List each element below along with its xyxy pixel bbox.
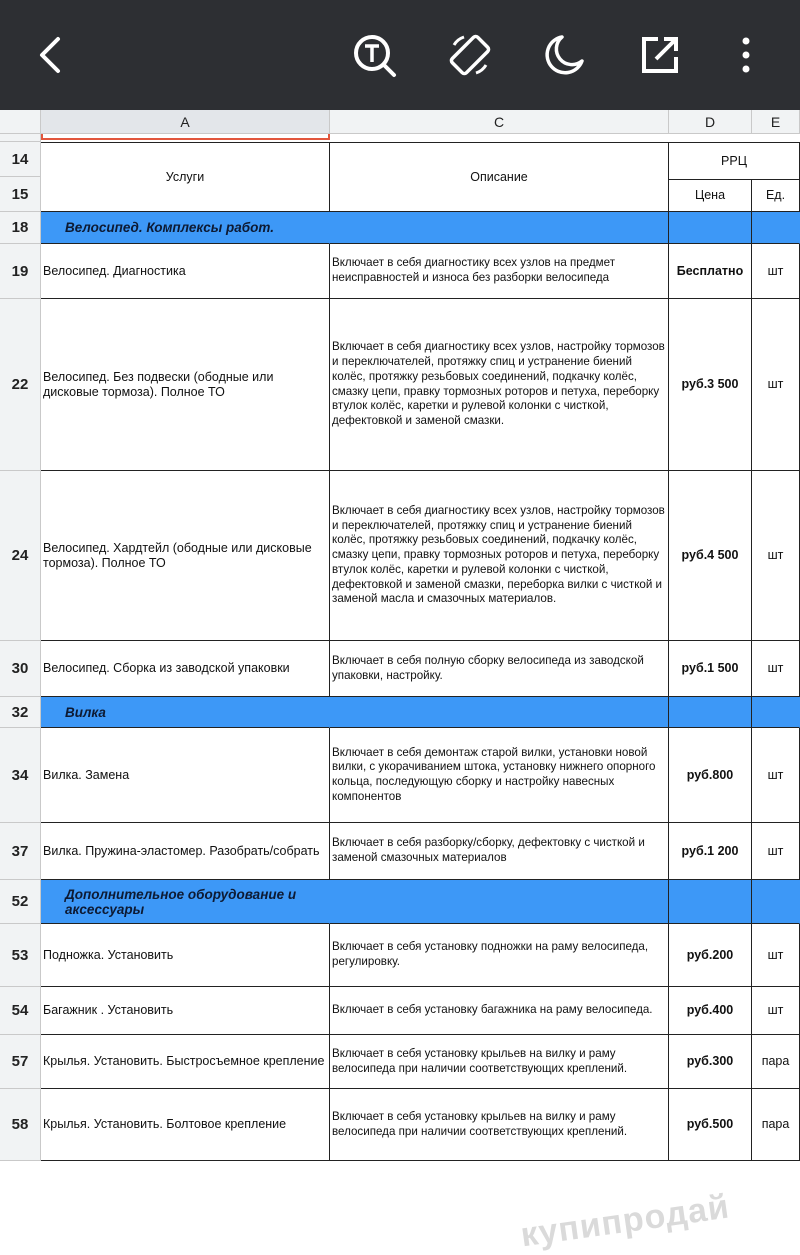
description-cell[interactable]: Включает в себя полную сборку велосипеда из заводской упаковки, настройку.: [330, 641, 669, 697]
section-fill-d[interactable]: [669, 212, 752, 244]
section-fill-d[interactable]: [669, 697, 752, 728]
service-cell[interactable]: Багажник . Установить: [41, 987, 330, 1035]
price-cell[interactable]: руб.3 500: [669, 299, 752, 471]
header-services[interactable]: Услуги: [41, 142, 330, 212]
header-price[interactable]: Цена: [669, 180, 752, 212]
price-cell[interactable]: руб.800: [669, 728, 752, 823]
section-fill-e[interactable]: [752, 880, 800, 924]
price-cell[interactable]: Бесплатно: [669, 244, 752, 299]
watermark-logo: купипродай: [518, 1187, 732, 1255]
row-header-hidden: [0, 134, 41, 142]
unit-cell[interactable]: пара: [752, 1035, 800, 1089]
description-cell[interactable]: Включает в себя установку крыльев на вилку и раму велосипеда при наличии соответствующих креплений.: [330, 1035, 669, 1089]
unit-cell[interactable]: пара: [752, 1089, 800, 1161]
row-header-18[interactable]: 18: [0, 212, 41, 244]
description-cell[interactable]: Включает в себя демонтаж старой вилки, установки новой вилки, с укорачиванием штока, установку нижнего опорного кольца, последующую сборку и настройку навесных компонентов: [330, 728, 669, 823]
unit-cell[interactable]: шт: [752, 641, 800, 697]
back-arrow-icon[interactable]: [28, 31, 76, 79]
night-mode-icon[interactable]: [540, 31, 588, 79]
row-header-32[interactable]: 32: [0, 697, 41, 728]
column-header-c[interactable]: C: [330, 110, 669, 134]
row-header-22[interactable]: 22: [0, 299, 41, 471]
section-fill-e[interactable]: [752, 212, 800, 244]
section-fill-c[interactable]: [330, 697, 669, 728]
rotate-screen-icon[interactable]: [446, 31, 494, 79]
price-cell[interactable]: руб.1 200: [669, 823, 752, 880]
spreadsheet-grid[interactable]: [0, 110, 800, 1255]
unit-cell[interactable]: шт: [752, 471, 800, 641]
row-header-58[interactable]: 58: [0, 1089, 41, 1161]
description-cell[interactable]: Включает в себя диагностику всех узлов, настройку тормозов и переключателей, протяжку спиц и устранение биений колёс, протяжку резьбовых соединений, подкачку колёс, смазку цепи, правку тормозных роторов и петуха, переборку втулок колёс, каретки и рулевой колонки с чисткой, дефектовкой и заменой смазки, переборка вилки с чисткой и заменой масла и смазочных материалов.: [330, 471, 669, 641]
service-cell[interactable]: Вилка. Замена: [41, 728, 330, 823]
price-cell[interactable]: руб.200: [669, 924, 752, 987]
row-header-15[interactable]: 15: [0, 177, 41, 212]
service-cell[interactable]: Крылья. Установить. Болтовое крепление: [41, 1089, 330, 1161]
description-cell[interactable]: Включает в себя установку подножки на раму велосипеда, регулировку.: [330, 924, 669, 987]
more-vert-icon[interactable]: [722, 31, 770, 79]
unit-cell[interactable]: шт: [752, 728, 800, 823]
row-header-52[interactable]: 52: [0, 880, 41, 924]
row-header-53[interactable]: 53: [0, 924, 41, 987]
description-cell[interactable]: Включает в себя установку крыльев на вилку и раму велосипеда при наличии соответствующих креплений.: [330, 1089, 669, 1161]
price-cell[interactable]: руб.500: [669, 1089, 752, 1161]
service-cell[interactable]: Велосипед. Без подвески (ободные или дисковые тормоза). Полное ТО: [41, 299, 330, 471]
row-header-57[interactable]: 57: [0, 1035, 41, 1089]
header-unit[interactable]: Ед.: [752, 180, 800, 212]
section-fill-d[interactable]: [669, 880, 752, 924]
description-cell[interactable]: Включает в себя диагностику всех узлов, настройку тормозов и переключателей, протяжку спиц и устранение биений колёс, протяжку резьбовых соединений, подкачку колёс, смазку цепи, правку тормозных роторов и петуха, переборку втулок колёс, каретки и рулевой колонки с чисткой, дефектовкой и заменой смазки.: [330, 299, 669, 471]
selected-cell-outline: [41, 134, 330, 140]
price-cell[interactable]: руб.4 500: [669, 471, 752, 641]
column-header-e[interactable]: E: [752, 110, 800, 134]
service-cell[interactable]: Вилка. Пружина-эластомер. Разобрать/собрать: [41, 823, 330, 880]
service-cell[interactable]: Подножка. Установить: [41, 924, 330, 987]
price-cell[interactable]: руб.400: [669, 987, 752, 1035]
price-cell[interactable]: руб.300: [669, 1035, 752, 1089]
section-fill-e[interactable]: [752, 697, 800, 728]
description-cell[interactable]: Включает в себя разборку/сборку, дефектовку с чисткой и заменой смазочных материалов: [330, 823, 669, 880]
service-cell[interactable]: Велосипед. Диагностика: [41, 244, 330, 299]
unit-cell[interactable]: шт: [752, 823, 800, 880]
row-header-14[interactable]: 14: [0, 142, 41, 177]
description-cell[interactable]: Включает в себя установку багажника на раму велосипеда.: [330, 987, 669, 1035]
unit-cell[interactable]: шт: [752, 299, 800, 471]
service-cell[interactable]: Велосипед. Хардтейл (ободные или дисковые тормоза). Полное ТО: [41, 471, 330, 641]
column-header-d[interactable]: D: [669, 110, 752, 134]
column-header-a[interactable]: A: [41, 110, 330, 134]
row-header-34[interactable]: 34: [0, 728, 41, 823]
row-header-54[interactable]: 54: [0, 987, 41, 1035]
text-search-icon[interactable]: [350, 31, 398, 79]
section-fill-c[interactable]: [330, 212, 669, 244]
header-description[interactable]: Описание: [330, 142, 669, 212]
row-header-37[interactable]: 37: [0, 823, 41, 880]
row-header-24[interactable]: 24: [0, 471, 41, 641]
section-title[interactable]: Дополнительное оборудование и аксессуары: [41, 880, 330, 924]
section-title[interactable]: Велосипед. Комплексы работ.: [41, 212, 330, 244]
row-header-19[interactable]: 19: [0, 244, 41, 299]
description-cell[interactable]: Включает в себя диагностику всех узлов на предмет неисправностей и износа без разборки велосипеда: [330, 244, 669, 299]
service-cell[interactable]: Крылья. Установить. Быстросъемное крепление: [41, 1035, 330, 1089]
header-rrc[interactable]: РРЦ: [669, 142, 800, 180]
price-cell[interactable]: руб.1 500: [669, 641, 752, 697]
unit-cell[interactable]: шт: [752, 924, 800, 987]
row-header-30[interactable]: 30: [0, 641, 41, 697]
share-external-icon[interactable]: [636, 31, 684, 79]
unit-cell[interactable]: шт: [752, 244, 800, 299]
select-all-corner[interactable]: [0, 110, 41, 134]
section-title[interactable]: Вилка: [41, 697, 330, 728]
unit-cell[interactable]: шт: [752, 987, 800, 1035]
app-toolbar: [0, 0, 800, 110]
section-fill-c[interactable]: [330, 880, 669, 924]
service-cell[interactable]: Велосипед. Сборка из заводской упаковки: [41, 641, 330, 697]
